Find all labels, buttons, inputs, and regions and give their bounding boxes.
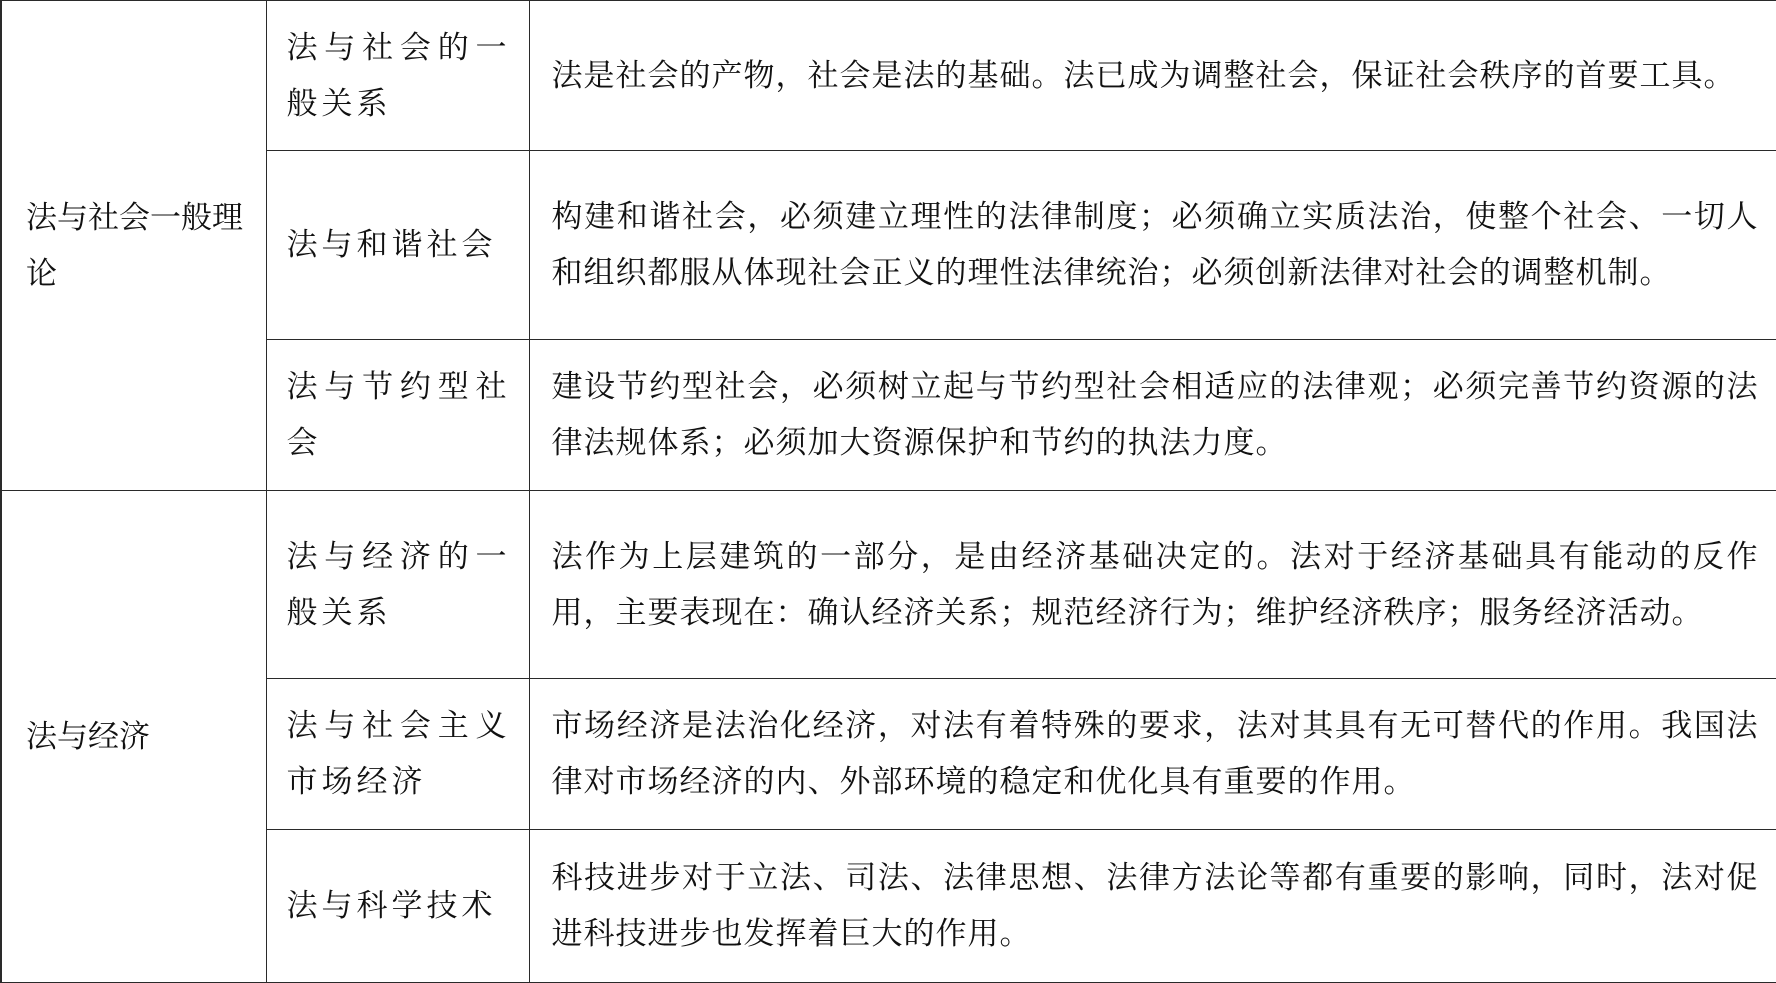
- description-cell: [529, 1, 1776, 151]
- topic-cell: [266, 340, 529, 491]
- description-text: 法是社会的产物，社会是法的基础。法已成为调整社会，保证社会秩序的首要工具。: [551, 57, 1736, 94]
- table-row: [1, 679, 1776, 830]
- topic-label: 法与节约型社会: [286, 369, 511, 461]
- description-cell: [529, 151, 1776, 340]
- description-cell: [529, 830, 1776, 983]
- topic-label: 法与社会的一般关系: [286, 29, 511, 122]
- table-row: [1, 830, 1776, 983]
- description-cell: [529, 491, 1776, 679]
- topic-cell: [266, 491, 529, 679]
- topic-cell: [266, 1, 529, 151]
- topic-label: 法与社会主义市场经济: [286, 708, 511, 800]
- topic-label: 法与和谐社会: [286, 227, 497, 263]
- table-row: [1, 151, 1776, 340]
- category-cell: [1, 1, 266, 491]
- description-cell: [529, 340, 1776, 491]
- description-text: 科技进步对于立法、司法、法律思想、法律方法论等都有重要的影响，同时，法对促进科技进步也发挥着巨大的作用。: [551, 860, 1759, 952]
- description-cell: [529, 679, 1776, 830]
- topic-label: 法与经济的一般关系: [286, 538, 511, 631]
- table-row: [1, 340, 1776, 491]
- table-row: [1, 491, 1776, 679]
- topic-cell: [266, 830, 529, 983]
- description-text: 构建和谐社会，必须建立理性的法律制度；必须确立实质法治，使整个社会、一切人和组织都服从体现社会正义的理性法律统治；必须创新法律对社会的调整机制。: [551, 199, 1759, 291]
- category-label: 法与社会一般理论: [26, 199, 243, 292]
- table-row: [1, 1, 1776, 151]
- description-text: 法作为上层建筑的一部分，是由经济基础决定的。法对于经济基础具有能动的反作用，主要表现在：确认经济关系；规范经济行为；维护经济秩序；服务经济活动。: [551, 538, 1759, 631]
- topic-label: 法与科学技术: [286, 888, 497, 924]
- description-text: 建设节约型社会，必须树立起与节约型社会相适应的法律观；必须完善节约资源的法律法规体系；必须加大资源保护和节约的执法力度。: [551, 369, 1759, 461]
- category-label: 法与经济: [26, 718, 150, 755]
- category-cell: [1, 491, 266, 983]
- topic-cell: [266, 151, 529, 340]
- description-text: 市场经济是法治化经济，对法有着特殊的要求，法对其具有无可替代的作用。我国法律对市场经济的内、外部环境的稳定和优化具有重要的作用。: [551, 708, 1759, 800]
- topic-cell: [266, 679, 529, 830]
